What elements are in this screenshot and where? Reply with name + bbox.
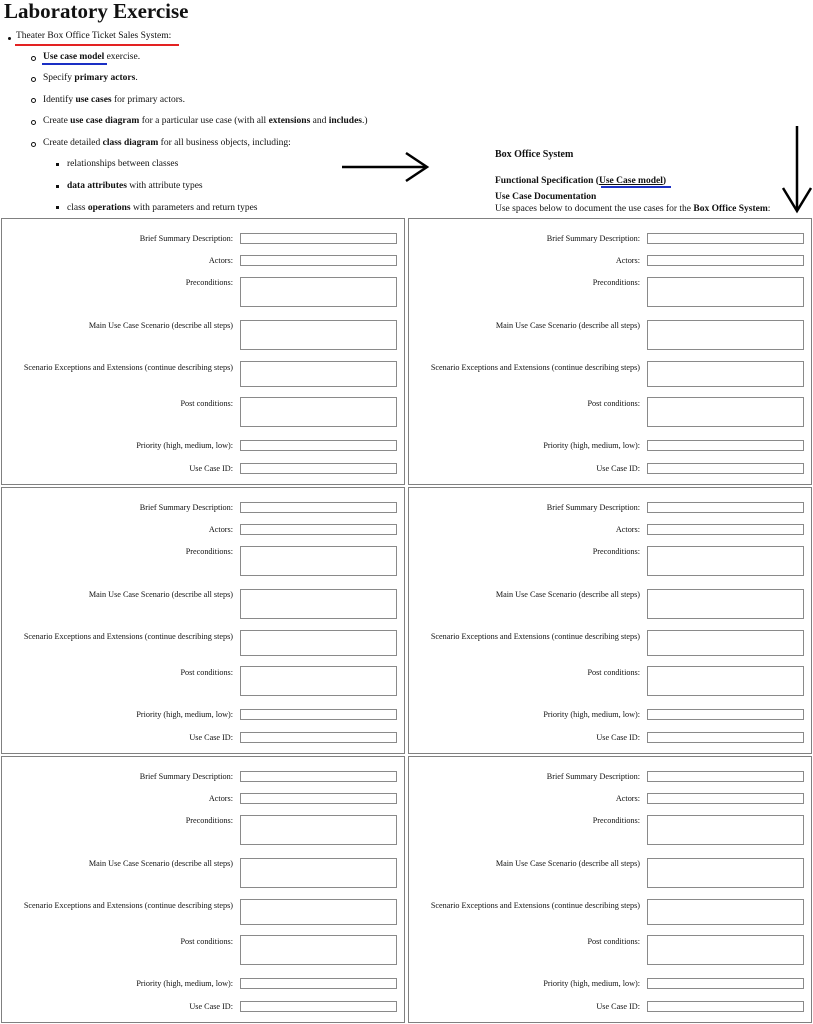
actors-label: Actors: [208, 794, 233, 803]
actors-label: Actors: [208, 256, 233, 265]
bullet-circle [31, 120, 36, 125]
brief-summary-input[interactable] [240, 233, 397, 244]
use-case-id-label: Use Case ID: [596, 733, 640, 742]
doc-pre: Use spaces below to document the use cases for the [495, 204, 694, 214]
use-case-model-link[interactable]: Use Case model [598, 176, 663, 186]
functional-spec-heading [495, 176, 666, 186]
brief-summary-label: Brief Summary Description: [139, 503, 233, 512]
use-case-id-label: Use Case ID: [596, 1002, 640, 1011]
sub-item-bold: primary actors [74, 73, 136, 83]
sub-sub-item-relationships: relationships between classes [67, 159, 179, 169]
sub-item-use-cases [43, 95, 185, 105]
preconditions-textarea[interactable] [240, 815, 397, 845]
bullet-main-text[interactable]: Theater Box Office Ticket Sales System: [16, 31, 172, 41]
sub-item-use-case-diagram [43, 116, 368, 126]
sub-item-pre: Create detailed [43, 138, 103, 148]
sub-item-bold: operations [87, 203, 131, 213]
priority-input[interactable] [240, 978, 397, 989]
post-conditions-textarea[interactable] [647, 397, 804, 427]
main-scenario-label: Main Use Case Scenario (describe all steps) [495, 859, 640, 868]
sub-sub-item-operations [67, 203, 257, 213]
priority-input[interactable] [240, 440, 397, 451]
sub-item-bold: use case diagram [70, 116, 140, 126]
exceptions-label: Scenario Exceptions and Extensions (continue describing steps) [23, 632, 233, 641]
sub-item-use-case-model [43, 52, 140, 62]
brief-summary-input[interactable] [647, 771, 804, 782]
use-case-id-input[interactable] [647, 463, 804, 474]
main-scenario-textarea[interactable] [240, 858, 397, 888]
bullet-square [56, 206, 59, 209]
exceptions-textarea[interactable] [240, 630, 397, 656]
use-case-id-label: Use Case ID: [189, 1002, 233, 1011]
actors-label: Actors: [615, 525, 640, 534]
post-conditions-textarea[interactable] [647, 666, 804, 696]
priority-label: Priority (high, medium, low): [136, 710, 233, 719]
post-conditions-label: Post conditions: [587, 668, 640, 677]
main-scenario-label: Main Use Case Scenario (describe all steps) [88, 590, 233, 599]
sub-item-rest: and [310, 116, 329, 126]
preconditions-textarea[interactable] [647, 815, 804, 845]
sub-item-bold: data attributes [67, 181, 127, 191]
sub-item-class-diagram [43, 138, 291, 148]
sub-item-pre: Specify [43, 73, 75, 83]
blue-underline-annotation [42, 63, 107, 65]
sub-item-pre: Create [43, 116, 71, 126]
page-title: Laboratory Exercise [4, 0, 189, 23]
use-case-id-label: Use Case ID: [189, 733, 233, 742]
brief-summary-label: Brief Summary Description: [546, 234, 640, 243]
priority-input[interactable] [240, 709, 397, 720]
priority-input[interactable] [647, 709, 804, 720]
sub-item-rest: for primary actors. [111, 95, 185, 105]
preconditions-label: Preconditions: [185, 547, 233, 556]
main-scenario-label: Main Use Case Scenario (describe all steps) [88, 321, 233, 330]
preconditions-textarea[interactable] [647, 546, 804, 576]
bullet-circle [31, 142, 36, 147]
preconditions-label: Preconditions: [592, 278, 640, 287]
use-case-form [1, 756, 405, 1023]
use-case-form [408, 487, 812, 754]
red-underline-annotation [15, 44, 179, 46]
sub-item-bold: class diagram [102, 138, 159, 148]
sub-item-bold: extensions [268, 116, 311, 126]
brief-summary-label: Brief Summary Description: [546, 772, 640, 781]
actors-input[interactable] [647, 524, 804, 535]
exceptions-label: Scenario Exceptions and Extensions (continue describing steps) [23, 901, 233, 910]
use-case-id-label: Use Case ID: [596, 464, 640, 473]
actors-label: Actors: [615, 794, 640, 803]
post-conditions-textarea[interactable] [647, 935, 804, 965]
main-scenario-textarea[interactable] [647, 589, 804, 619]
sub-item-pre: class [67, 203, 88, 213]
bullet-circle [31, 98, 36, 103]
down-arrow-icon [780, 124, 813, 216]
use-case-id-input[interactable] [647, 732, 804, 743]
brief-summary-input[interactable] [240, 771, 397, 782]
preconditions-label: Preconditions: [592, 547, 640, 556]
brief-summary-input[interactable] [647, 233, 804, 244]
priority-input[interactable] [647, 978, 804, 989]
brief-summary-label: Brief Summary Description: [139, 234, 233, 243]
priority-input[interactable] [647, 440, 804, 451]
func-spec-post: ) [662, 176, 667, 186]
sub-item-rest: with attribute types [126, 181, 203, 191]
post-conditions-textarea[interactable] [240, 397, 397, 427]
bullet-disc [8, 37, 11, 40]
exceptions-label: Scenario Exceptions and Extensions (continue describing steps) [430, 901, 640, 910]
actors-input[interactable] [240, 255, 397, 266]
bullet-circle [31, 56, 36, 61]
box-office-system-heading: Box Office System [495, 149, 574, 160]
post-conditions-label: Post conditions: [587, 399, 640, 408]
main-scenario-textarea[interactable] [647, 858, 804, 888]
main-scenario-textarea[interactable] [647, 320, 804, 350]
priority-label: Priority (high, medium, low): [543, 979, 640, 988]
actors-input[interactable] [240, 793, 397, 804]
sub-item-rest: for all business objects, including: [158, 138, 291, 148]
exceptions-textarea[interactable] [647, 630, 804, 656]
post-conditions-label: Post conditions: [587, 937, 640, 946]
main-scenario-textarea[interactable] [240, 589, 397, 619]
use-case-documentation-heading: Use Case Documentation [495, 192, 597, 202]
use-case-id-input[interactable] [240, 463, 397, 474]
bullet-square [56, 163, 59, 166]
sub-item-rest: exercise. [104, 52, 141, 62]
post-conditions-label: Post conditions: [180, 399, 233, 408]
sub-sub-item-attributes [67, 181, 203, 191]
blue-underline-annotation [601, 186, 671, 188]
brief-summary-input[interactable] [240, 502, 397, 513]
actors-input[interactable] [647, 255, 804, 266]
post-conditions-label: Post conditions: [180, 937, 233, 946]
post-conditions-textarea[interactable] [240, 666, 397, 696]
preconditions-textarea[interactable] [240, 546, 397, 576]
func-spec-pre: Functional Specification ( [495, 176, 599, 186]
use-case-form [1, 487, 405, 754]
exceptions-textarea[interactable] [240, 361, 397, 387]
exceptions-label: Scenario Exceptions and Extensions (continue describing steps) [430, 632, 640, 641]
sub-item-rest: .) [362, 116, 368, 126]
sub-item-pre: Identify [43, 95, 76, 105]
priority-label: Priority (high, medium, low): [136, 979, 233, 988]
priority-label: Priority (high, medium, low): [543, 441, 640, 450]
main-scenario-label: Main Use Case Scenario (describe all steps) [495, 321, 640, 330]
use-case-id-input[interactable] [647, 1001, 804, 1012]
right-arrow-icon [340, 150, 432, 184]
sub-item-bold: Use case model [43, 52, 105, 62]
preconditions-label: Preconditions: [185, 278, 233, 287]
sub-item-rest: with parameters and return types [130, 203, 258, 213]
preconditions-label: Preconditions: [185, 816, 233, 825]
bullet-circle [31, 77, 36, 82]
sub-item-rest: for a particular use case (with all [139, 116, 269, 126]
sub-item-bold: use cases [75, 95, 112, 105]
actors-input[interactable] [240, 524, 397, 535]
exceptions-textarea[interactable] [647, 899, 804, 925]
preconditions-label: Preconditions: [592, 816, 640, 825]
sub-item-primary-actors [43, 73, 138, 83]
doc-post: : [767, 204, 771, 214]
use-case-form [1, 218, 405, 485]
actors-input[interactable] [647, 793, 804, 804]
main-scenario-textarea[interactable] [240, 320, 397, 350]
priority-label: Priority (high, medium, low): [543, 710, 640, 719]
exceptions-textarea[interactable] [647, 361, 804, 387]
post-conditions-label: Post conditions: [180, 668, 233, 677]
use-case-form [408, 218, 812, 485]
actors-label: Actors: [615, 256, 640, 265]
main-scenario-label: Main Use Case Scenario (describe all steps) [495, 590, 640, 599]
use-case-documentation-instructions [495, 204, 770, 214]
preconditions-textarea[interactable] [647, 277, 804, 307]
use-case-id-input[interactable] [240, 732, 397, 743]
brief-summary-label: Brief Summary Description: [139, 772, 233, 781]
use-case-form [408, 756, 812, 1023]
use-case-id-input[interactable] [240, 1001, 397, 1012]
doc-bold: Box Office System [693, 204, 768, 214]
priority-label: Priority (high, medium, low): [136, 441, 233, 450]
main-scenario-label: Main Use Case Scenario (describe all steps) [88, 859, 233, 868]
actors-label: Actors: [208, 525, 233, 534]
exceptions-textarea[interactable] [240, 899, 397, 925]
exceptions-label: Scenario Exceptions and Extensions (continue describing steps) [430, 363, 640, 372]
exceptions-label: Scenario Exceptions and Extensions (continue describing steps) [23, 363, 233, 372]
brief-summary-input[interactable] [647, 502, 804, 513]
bullet-square [56, 185, 59, 188]
use-case-id-label: Use Case ID: [189, 464, 233, 473]
brief-summary-label: Brief Summary Description: [546, 503, 640, 512]
sub-item-rest: . [135, 73, 138, 83]
preconditions-textarea[interactable] [240, 277, 397, 307]
sub-item-bold: includes [328, 116, 362, 126]
post-conditions-textarea[interactable] [240, 935, 397, 965]
